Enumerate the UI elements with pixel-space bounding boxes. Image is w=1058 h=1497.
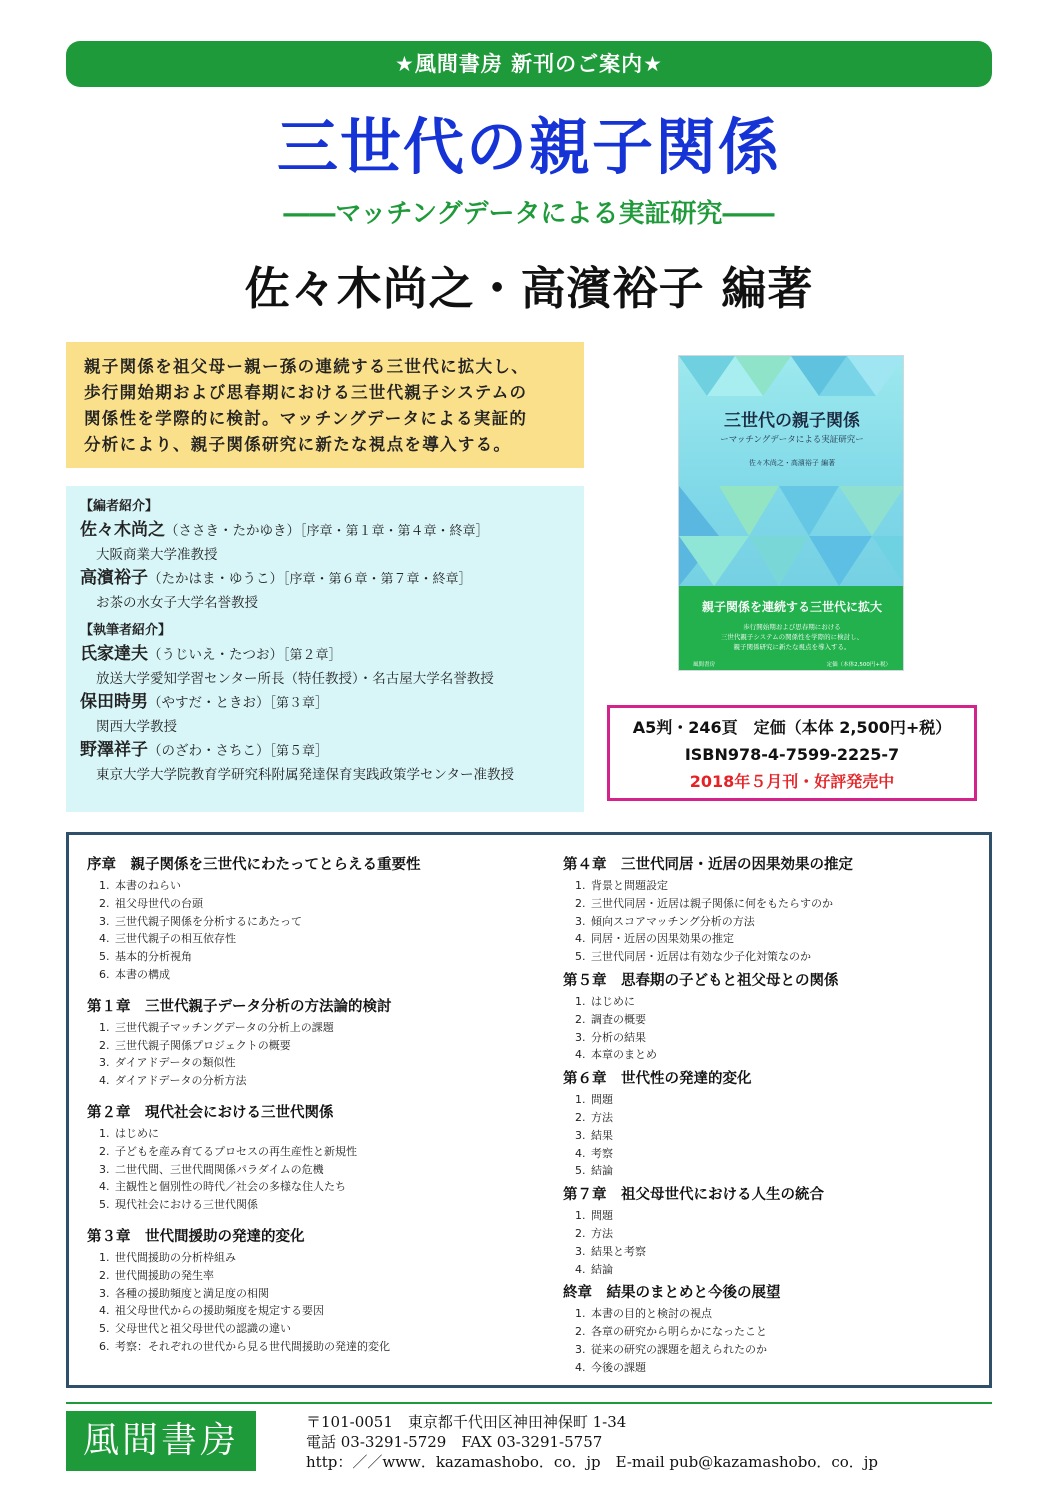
- cover-triangle-pattern: [679, 356, 904, 586]
- section-item: [87, 913, 547, 931]
- section-title: ダイアドデータの類似性: [115, 1056, 236, 1070]
- section-title: 現代社会における三世代関係: [115, 1198, 258, 1212]
- toc-chapter: [563, 969, 983, 1064]
- section-number: 6.: [99, 967, 110, 981]
- writer-chapters: ［第５章］: [269, 744, 329, 759]
- writer-name: 氏家達夫: [80, 644, 148, 664]
- section-item: [563, 1029, 983, 1047]
- chapter-section-list: [87, 1019, 547, 1090]
- writer-reading: （やすだ・ときお）: [148, 695, 270, 711]
- chapter-title: 第２章 現代社会における三世代関係: [87, 1104, 334, 1121]
- toc-right-column: [563, 853, 983, 1380]
- section-title: 背景と問題設定: [591, 879, 668, 892]
- toc-left-column: [87, 853, 547, 1367]
- section-title: 三世代親子関係プロジェクトの概要: [115, 1038, 291, 1052]
- section-item: [563, 1207, 983, 1225]
- section-number: 2.: [575, 896, 586, 910]
- section-item: [563, 1305, 983, 1323]
- section-number: 1.: [575, 1093, 586, 1107]
- toc-chapter: [87, 995, 547, 1090]
- section-number: 1.: [99, 1126, 110, 1140]
- section-number: 3.: [99, 1286, 110, 1300]
- section-item: [87, 1178, 547, 1196]
- section-item: [563, 1359, 983, 1377]
- cover-band-line: 三世代親子システムの関係性を学際的に検討し、: [720, 633, 864, 641]
- section-item: [87, 1125, 547, 1143]
- section-number: 4.: [575, 1262, 586, 1276]
- section-item: [563, 913, 983, 931]
- section-item: [563, 1145, 983, 1163]
- section-number: 3.: [99, 1162, 110, 1176]
- section-item: [563, 877, 983, 895]
- cover-subtitle: ーマッチングデータによる実証研究ー: [720, 435, 864, 445]
- writer-entry: [80, 642, 574, 668]
- section-title: 二世代間、三世代間関係パラダイムの危機: [115, 1162, 324, 1176]
- editor-affiliation: お茶の水女子大学名誉教授: [96, 595, 258, 611]
- section-number: 5.: [575, 950, 586, 964]
- section-number: 1.: [99, 1020, 110, 1034]
- section-item: [563, 930, 983, 948]
- chapter-title: 序章 親子関係を三世代にわたってとらえる重要性: [87, 857, 421, 873]
- section-item: [563, 1341, 983, 1359]
- section-number: 4.: [99, 1304, 110, 1318]
- publisher-contact: [306, 1412, 878, 1472]
- section-number: 5.: [99, 1322, 110, 1336]
- section-number: 4.: [99, 932, 110, 946]
- section-title: ダイアドデータの分析方法: [115, 1074, 247, 1088]
- section-item: [563, 993, 983, 1011]
- section-number: 4.: [575, 1360, 586, 1374]
- section-number: 1.: [575, 879, 586, 892]
- section-title: 問題: [591, 1209, 613, 1223]
- section-item: [563, 1162, 983, 1180]
- section-item: [563, 1109, 983, 1127]
- chapter-title: 第７章 祖父母世代における人生の統合: [563, 1187, 824, 1204]
- section-number: 2.: [575, 1226, 586, 1240]
- section-item: [87, 895, 547, 913]
- footer-divider: [66, 1402, 992, 1404]
- section-title: 各種の援助頻度と満足度の相関: [115, 1286, 269, 1300]
- section-title: 考察：それぞれの世代から見る世代間援助の発達的変化: [115, 1339, 390, 1353]
- section-number: 3.: [575, 1244, 586, 1258]
- intro-line: 歩行開始期および思春期における三世代親子システムの: [84, 383, 528, 402]
- section-title: 三世代親子マッチングデータの分析上の課題: [115, 1020, 334, 1034]
- section-number: 4.: [99, 1180, 110, 1194]
- section-number: 4.: [99, 1074, 110, 1088]
- section-item: [563, 1243, 983, 1261]
- writer-reading: （のざわ・さちこ）: [148, 743, 270, 759]
- section-number: 3.: [99, 914, 110, 928]
- cover-authors: 佐々木尚之・高濱裕子 編著: [748, 459, 836, 467]
- section-title: 世代間援助の発生率: [115, 1268, 214, 1282]
- section-title: 三世代親子関係を分析するにあたって: [115, 914, 302, 928]
- editor-name: 佐々木尚之: [80, 520, 165, 540]
- section-title: 同居・近居の因果効果の推定: [591, 932, 734, 946]
- intro-box: [66, 342, 584, 468]
- section-item: [87, 1054, 547, 1072]
- section-number: 2.: [575, 1012, 586, 1026]
- section-number: 2.: [99, 896, 110, 910]
- section-number: 2.: [99, 1144, 110, 1158]
- writer-entry: [80, 738, 574, 764]
- chapter-section-list: [563, 877, 983, 966]
- section-number: 2.: [575, 1110, 586, 1124]
- editor-chapters: ［序章・第６章・第７章・終章］: [283, 572, 472, 587]
- book-title: 三世代の親子関係: [276, 112, 781, 183]
- chapter-section-list: [87, 1125, 547, 1214]
- toc-chapter: [563, 1067, 983, 1180]
- section-item: [563, 1323, 983, 1341]
- section-number: 1.: [575, 1307, 586, 1321]
- cover-publisher: 風間書房: [693, 662, 716, 668]
- section-item: [563, 1261, 983, 1279]
- section-title: 基本的分析視角: [115, 950, 192, 964]
- chapter-title: 終章 結果のまとめと今後の展望: [563, 1285, 781, 1302]
- section-title: 祖父母世代の台頭: [115, 896, 203, 910]
- section-title: はじめに: [591, 994, 635, 1008]
- section-item: [563, 1127, 983, 1145]
- section-title: 子どもを産み育てるプロセスの再生産性と新規性: [115, 1144, 357, 1158]
- section-title: 祖父母世代からの援助頻度を規定する要因: [115, 1304, 324, 1318]
- section-title: 結論: [591, 1164, 613, 1178]
- section-number: 6.: [99, 1339, 110, 1353]
- chapter-section-list: [563, 993, 983, 1064]
- writers-heading: 【執筆者紹介】: [80, 623, 172, 638]
- section-number: 3.: [575, 1342, 586, 1356]
- section-title: 従来の研究の課題を超えられたのか: [591, 1342, 767, 1356]
- chapter-title: 第４章 三世代同居・近居の因果効果の推定: [563, 857, 853, 873]
- section-number: 3.: [575, 1030, 586, 1044]
- section-title: 各章の研究から明らかになったこと: [591, 1325, 767, 1339]
- writer-name: 野澤祥子: [80, 740, 148, 760]
- section-item: [87, 930, 547, 948]
- section-title: 傾向スコアマッチング分析の方法: [591, 914, 755, 928]
- toc-chapter: [87, 1101, 547, 1214]
- section-number: 4.: [575, 1048, 586, 1062]
- writer-reading: （うじいえ・たつお）: [148, 647, 283, 663]
- book-subtitle: ――マッチングデータによる実証研究――: [283, 199, 775, 229]
- release-date: 2018年５月刊・好評発売中: [689, 772, 895, 791]
- chapter-section-list: [87, 1249, 547, 1356]
- book-info-box: [607, 705, 977, 801]
- chapter-section-list: [563, 1207, 983, 1278]
- section-title: 結果と考察: [591, 1244, 646, 1258]
- intro-line: 分析により、親子関係研究に新たな視点を導入する。: [84, 435, 512, 454]
- contributors-box: [66, 486, 584, 812]
- section-number: 1.: [99, 1250, 110, 1264]
- book-authors: 佐々木尚之・高濱裕子 編著: [244, 262, 814, 315]
- toc-chapter: [563, 1281, 983, 1376]
- section-number: 3.: [575, 1128, 586, 1142]
- section-item: [87, 1267, 547, 1285]
- section-number: 2.: [99, 1268, 110, 1282]
- editor-name: 高濱裕子: [80, 568, 148, 588]
- publisher-phone: 電話 03-3291-5729 FAX 03-3291-5757: [306, 1433, 603, 1451]
- writer-affiliation: 放送大学愛知学習センター所長（特任教授）・名古屋大学名誉教授: [96, 671, 494, 687]
- section-title: はじめに: [115, 1126, 159, 1140]
- editor-entry: [80, 566, 574, 592]
- intro-line: 関係性を学際的に検討。マッチングデータによる実証的: [84, 409, 528, 428]
- toc-chapter: [563, 1183, 983, 1278]
- writer-chapters: ［第３章］: [269, 696, 329, 711]
- chapter-section-list: [563, 1091, 983, 1180]
- book-isbn: ISBN978-4-7599-2225-7: [684, 745, 900, 764]
- section-item: [563, 948, 983, 966]
- section-number: 3.: [575, 914, 586, 928]
- section-title: 本書の目的と検討の視点: [591, 1307, 712, 1321]
- section-item: [563, 1225, 983, 1243]
- section-item: [563, 1091, 983, 1109]
- section-number: 2.: [575, 1325, 586, 1339]
- writer-affiliation: 関西大学教授: [96, 719, 177, 735]
- section-item: [87, 1302, 547, 1320]
- section-title: 方法: [591, 1226, 613, 1240]
- book-format-price: A5判・246頁 定価（本体 2,500円+税）: [632, 718, 952, 737]
- toc-chapter: [563, 853, 983, 966]
- section-title: 結果: [591, 1128, 613, 1142]
- section-title: 三世代親子の相互依存性: [115, 932, 236, 946]
- section-title: 分析の結果: [591, 1030, 646, 1044]
- section-title: 問題: [591, 1093, 613, 1107]
- section-item: [87, 1037, 547, 1055]
- chapter-section-list: [87, 877, 547, 984]
- section-number: 1.: [99, 879, 110, 892]
- section-number: 5.: [99, 1198, 110, 1212]
- editor-entry: [80, 518, 574, 544]
- section-title: 三世代同居・近居は有効な少子化対策なのか: [591, 950, 811, 964]
- book-cover-image: [678, 355, 904, 671]
- cover-title: 三世代の親子関係: [724, 411, 860, 431]
- section-number: 4.: [575, 1146, 586, 1160]
- section-item: [87, 1320, 547, 1338]
- section-item: [87, 948, 547, 966]
- section-item: [563, 1011, 983, 1029]
- section-item: [87, 1249, 547, 1267]
- publisher-logo: 風間書房: [66, 1411, 256, 1471]
- header-banner: ★風間書房 新刊のご案内★: [66, 41, 992, 87]
- section-number: 2.: [99, 1038, 110, 1052]
- chapter-section-list: [563, 1305, 983, 1376]
- section-number: 1.: [575, 994, 586, 1008]
- publisher-web[interactable]: http：／／www．kazamashobo．co．jp E-mail pub@kazamashobo．co．jp: [306, 1453, 879, 1471]
- editor-reading: （ささき・たかゆき）: [165, 523, 300, 539]
- section-title: 世代間援助の分析枠組み: [115, 1250, 236, 1264]
- section-title: 結論: [591, 1262, 613, 1276]
- cover-band-line: 歩行開始期および思春期における: [743, 623, 841, 631]
- writer-chapters: ［第２章］: [283, 648, 342, 663]
- editor-affiliation: 大阪商業大学准教授: [96, 547, 218, 563]
- chapter-title: 第３章 世代間援助の発達的変化: [87, 1228, 305, 1245]
- cover-band: [679, 586, 904, 671]
- section-item: [87, 966, 547, 984]
- cover-band-line: 親子関係研究に新たな視点を導入する。: [733, 643, 851, 651]
- section-title: 主観性と個別性の時代／社会の多様な住人たち: [115, 1180, 346, 1194]
- toc-chapter: [87, 853, 547, 984]
- section-title: 本書の構成: [115, 967, 170, 981]
- section-title: 本書のねらい: [115, 879, 181, 892]
- publisher-address: 〒101-0051 東京都千代田区神田神保町 1-34: [306, 1413, 627, 1431]
- section-item: [87, 1072, 547, 1090]
- editor-chapters: ［序章・第１章・第４章・終章］: [300, 524, 489, 539]
- section-number: 5.: [575, 1164, 586, 1178]
- section-number: 1.: [575, 1209, 586, 1223]
- writer-entry: [80, 690, 574, 716]
- section-title: 父母世代と祖父母世代の認識の違い: [115, 1322, 291, 1336]
- section-item: [87, 1338, 547, 1356]
- section-title: 調査の概要: [591, 1012, 646, 1026]
- section-item: [87, 1143, 547, 1161]
- section-title: 三世代同居・近居は親子関係に何をもたらすのか: [591, 896, 833, 910]
- writer-affiliation: 東京大学大学院教育学研究科附属発達保育実践政策学センター准教授: [96, 767, 514, 783]
- writer-name: 保田時男: [80, 692, 148, 712]
- section-number: 4.: [575, 932, 586, 946]
- section-item: [87, 1019, 547, 1037]
- toc-chapter: [87, 1225, 547, 1356]
- section-title: 今後の課題: [591, 1360, 646, 1374]
- cover-band-title: 親子関係を連続する三世代に拡大: [701, 600, 882, 614]
- editors-heading: 【編者紹介】: [80, 499, 159, 514]
- section-title: 本章のまとめ: [591, 1048, 657, 1062]
- chapter-title: 第５章 思春期の子どもと祖父母との関係: [563, 972, 839, 989]
- intro-line: 親子関係を祖父母ー親ー孫の連続する三世代に拡大し、: [84, 357, 529, 376]
- section-item: [87, 1285, 547, 1303]
- chapter-title: 第６章 世代性の発達的変化: [563, 1071, 752, 1088]
- section-item: [563, 1046, 983, 1064]
- section-item: [87, 877, 547, 895]
- editor-reading: （たかはま・ゆうこ）: [148, 571, 283, 587]
- section-item: [87, 1161, 547, 1179]
- section-title: 考察: [591, 1146, 613, 1160]
- chapter-title: 第１章 三世代親子データ分析の方法論的検討: [87, 998, 392, 1015]
- section-number: 3.: [99, 1056, 110, 1070]
- section-title: 方法: [591, 1110, 613, 1124]
- section-number: 5.: [99, 950, 110, 964]
- section-item: [563, 895, 983, 913]
- cover-price: 定価（本体2,500円+税）: [826, 662, 891, 668]
- section-item: [87, 1196, 547, 1214]
- table-of-contents: [66, 832, 992, 1388]
